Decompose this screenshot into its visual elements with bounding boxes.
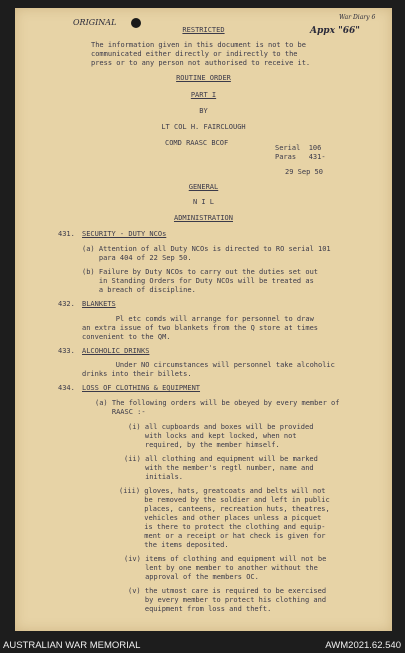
order-part: PART I [190, 91, 217, 99]
para-433-number: 433. [58, 347, 75, 355]
serial-number: Serial 106 [275, 144, 322, 152]
item-v-line-3: equipment from loss and theft. [128, 605, 272, 613]
footer-institution: AUSTRALIAN WAR MEMORIAL [3, 640, 141, 651]
item-ii-line-3: initials. [124, 473, 184, 481]
notice-line-1: The information given in this document is not to be [91, 41, 306, 49]
order-title: ROUTINE ORDER [176, 74, 231, 82]
notice-line-2: communicated either directly or indirectly to the [91, 50, 298, 58]
handwritten-war-diary-ref: War Diary 6 [339, 14, 376, 21]
para-432-title: BLANKETS [82, 300, 116, 308]
para-434-a-line-2: RAASC :- [95, 408, 146, 416]
handwritten-appx: Appx "66" [310, 26, 360, 36]
item-v-line-1: (v) the utmost care is required to be exercised [128, 587, 327, 595]
para-433-line-1: Under NO circumstances will personnel take alcoholic [82, 361, 335, 369]
para-434-number: 434. [58, 384, 75, 392]
item-i-line-2: with locks and kept locked, when not [128, 432, 297, 440]
item-iii-line-1: (iii) gloves, hats, greatcoats and belts will not [119, 487, 326, 495]
item-iii-line-2: be removed by the soldier and left in public [119, 496, 330, 504]
para-431-b-line-2: in Standing Orders for Duty NCOs will be treated as [82, 277, 314, 285]
para-432-line-3: convenient to the QM. [82, 333, 171, 341]
officer-name: LT COL H. FAIRCLOUGH [161, 123, 246, 131]
item-iii-line-3: places, canteens, recreation huts, theatres, [119, 505, 330, 513]
para-433-line-2: drinks into their billets. [82, 370, 192, 378]
item-iii-line-4: vehicles and other places unless a picquet [119, 514, 322, 522]
para-432-line-2: an extra issue of two blankets from the Q store at times [82, 324, 319, 332]
para-434-title: LOSS OF CLOTHING & EQUIPMENT [82, 384, 201, 392]
item-iv-line-2: lent by one member to another without the [124, 564, 318, 572]
para-431-a-line-2: para 404 of 22 Sep 50. [82, 254, 192, 262]
archive-footer [0, 636, 405, 653]
para-433-title: ALCOHOLIC DRINKS [82, 347, 150, 355]
para-431-b-line-1: (b) Failure by Duty NCOs to carry out the duties set out [82, 268, 319, 276]
para-431-a-line-1: (a) Attention of all Duty NCOs is directed to RO serial 101 [82, 245, 331, 253]
item-i-line-1: (i) all cupboards and boxes will be provided [128, 423, 314, 431]
handwritten-original: ORIGINAL [73, 18, 117, 27]
document-page [15, 8, 392, 631]
order-date: 29 Sep 50 [285, 168, 323, 176]
para-434-a-line-1: (a) The following orders will be obeyed by every member of [95, 399, 340, 407]
officer-appointment: COMD RAASC BCOF [165, 139, 229, 147]
footer-accession-number: AWM2021.62.540 [325, 640, 401, 651]
administration-heading: ADMINISTRATION [173, 214, 233, 222]
item-ii-line-2: with the member's regtl number, name and [124, 464, 314, 472]
order-by: BY [199, 107, 208, 115]
item-ii-line-1: (ii) all clothing and equipment will be marked [124, 455, 318, 463]
item-iv-line-1: (iv) items of clothing and equipment will not be [124, 555, 327, 563]
paras-range: Paras 431- [275, 153, 326, 161]
item-v-line-2: by every member to protect his clothing and [128, 596, 327, 604]
classification: RESTRICTED [182, 26, 225, 34]
para-432-number: 432. [58, 300, 75, 308]
item-iii-line-7: the items deposited. [119, 541, 229, 549]
para-432-line-1: Pl etc comds will arrange for personnel to draw [82, 315, 314, 323]
item-iii-line-5: is there to protect the clothing and equip- [119, 523, 326, 531]
item-iv-line-3: approval of the members OC. [124, 573, 259, 581]
para-431-number: 431. [58, 230, 75, 238]
notice-line-3: press or to any person not authorised to receive it. [91, 59, 311, 67]
para-431-title: SECURITY - DUTY NCOs [82, 230, 167, 238]
general-value: N I L [192, 198, 215, 206]
general-heading: GENERAL [188, 183, 219, 191]
item-iii-line-6: ment or a receipt or hat check is given for [119, 532, 326, 540]
item-i-line-3: required, by the member himself. [128, 441, 280, 449]
para-431-b-line-3: a breach of discipline. [82, 286, 196, 294]
